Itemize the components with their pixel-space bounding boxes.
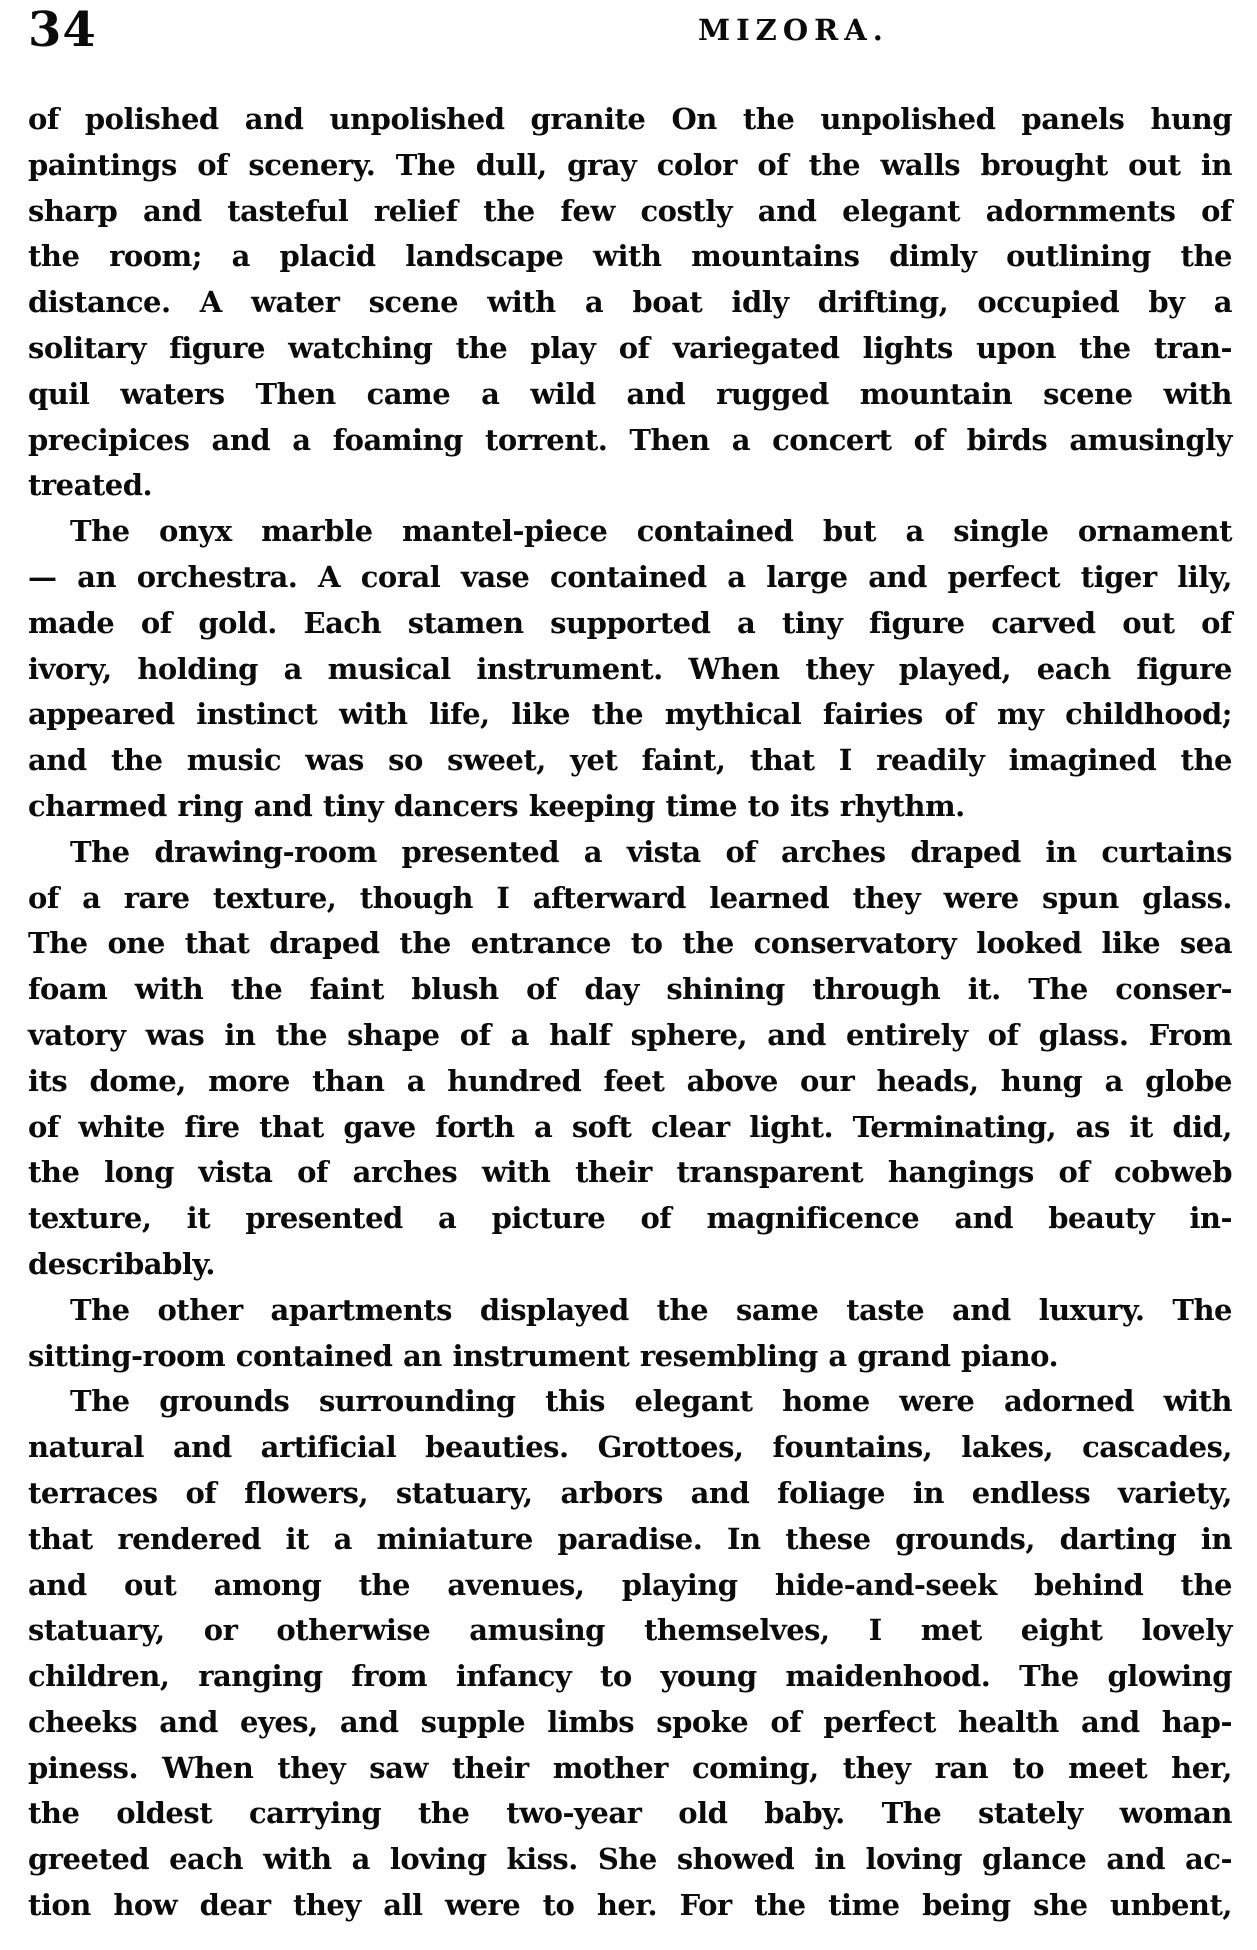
text-line: The grounds surrounding this elegant home were adorned with — [70, 1384, 1232, 1419]
text-line: quil waters Then came a wild and rugged mountain scene with — [28, 376, 1232, 411]
text-line: piness. When they saw their mother coming, they ran to meet her, — [28, 1750, 1232, 1785]
text-line: tion how dear they all were to her. For the time being she unbent, — [28, 1888, 1232, 1923]
text-line: natural and artificial beauties. Grottoes, fountains, lakes, cascades, — [28, 1430, 1232, 1465]
text-line: — an orchestra. A coral vase contained a large and perfect tiger lily, — [28, 559, 1232, 594]
text-line: sitting-room contained an instrument resembling a grand piano. — [28, 1338, 1059, 1373]
text-line: cheeks and eyes, and supple limbs spoke of perfect health and hap- — [28, 1704, 1232, 1739]
paragraph — [28, 1288, 1232, 1380]
paragraph — [28, 830, 1232, 1288]
text-line: The other apartments displayed the same taste and luxury. The — [70, 1292, 1232, 1327]
text-line: of white fire that gave forth a soft clear light. Terminating, as it did, — [28, 1109, 1232, 1144]
text-line: greeted each with a loving kiss. She showed in loving glance and ac- — [28, 1842, 1232, 1877]
text-line: the oldest carrying the two-year old baby. The stately woman — [28, 1796, 1232, 1831]
text-line: sharp and tasteful relief the few costly and elegant adornments of — [28, 193, 1232, 228]
text-line: children, ranging from infancy to young maidenhood. The glowing — [28, 1659, 1232, 1694]
page-body — [28, 97, 1232, 1929]
text-line: statuary, or otherwise amusing themselves, I met eight lovely — [28, 1613, 1232, 1648]
text-line: precipices and a foaming torrent. Then a concert of birds amusingly — [28, 422, 1232, 457]
text-line: foam with the faint blush of day shining through it. The conser- — [28, 972, 1232, 1007]
paragraph — [28, 97, 1232, 509]
text-line: ivory, holding a musical instrument. When they played, each figure — [28, 651, 1232, 686]
text-line: The onyx marble mantel-piece contained but a single ornament — [70, 514, 1232, 549]
text-line: appeared instinct with life, like the mythical fairies of my childhood; — [28, 697, 1232, 732]
text-line: vatory was in the shape of a half sphere, and entirely of glass. From — [28, 1017, 1232, 1052]
page-header — [0, 0, 1257, 70]
text-line: treated. — [28, 468, 153, 503]
paragraph — [28, 1379, 1232, 1929]
text-line: distance. A water scene with a boat idly drifting, occupied by a — [28, 285, 1232, 320]
text-line: and the music was so sweet, yet faint, that I readily imagined the — [28, 743, 1232, 778]
text-line: The one that draped the entrance to the conservatory looked like sea — [28, 926, 1232, 961]
text-line: solitary figure watching the play of variegated lights upon the tran- — [28, 330, 1232, 365]
text-line: of polished and unpolished granite On the unpolished panels hung — [28, 102, 1232, 136]
text-line: The drawing-room presented a vista of arches draped in curtains — [70, 834, 1232, 869]
text-line: its dome, more than a hundred feet above our heads, hung a globe — [28, 1063, 1232, 1098]
text-line: texture, it presented a picture of magnificence and beauty in- — [28, 1201, 1232, 1236]
paragraph — [28, 509, 1232, 830]
text-line: the long vista of arches with their transparent hangings of cobweb — [28, 1155, 1232, 1190]
text-line: that rendered it a miniature paradise. In these grounds, darting in — [28, 1521, 1232, 1556]
text-line: of a rare texture, though I afterward learned they were spun glass. — [28, 880, 1232, 915]
page-number: 34 — [28, 2, 97, 58]
running-title: MIZORA. — [698, 13, 889, 47]
text-line: charmed ring and tiny dancers keeping time to its rhythm. — [28, 788, 965, 823]
text-line: paintings of scenery. The dull, gray color of the walls brought out in — [28, 147, 1232, 182]
text-line: and out among the avenues, playing hide-and-seek behind the — [28, 1567, 1232, 1602]
text-line: describably. — [28, 1246, 215, 1281]
text-line: made of gold. Each stamen supported a tiny figure carved out of — [28, 605, 1232, 640]
text-line: terraces of flowers, statuary, arbors and foliage in endless variety, — [28, 1475, 1232, 1510]
text-line: the room; a placid landscape with mountains dimly outlining the — [28, 239, 1232, 274]
